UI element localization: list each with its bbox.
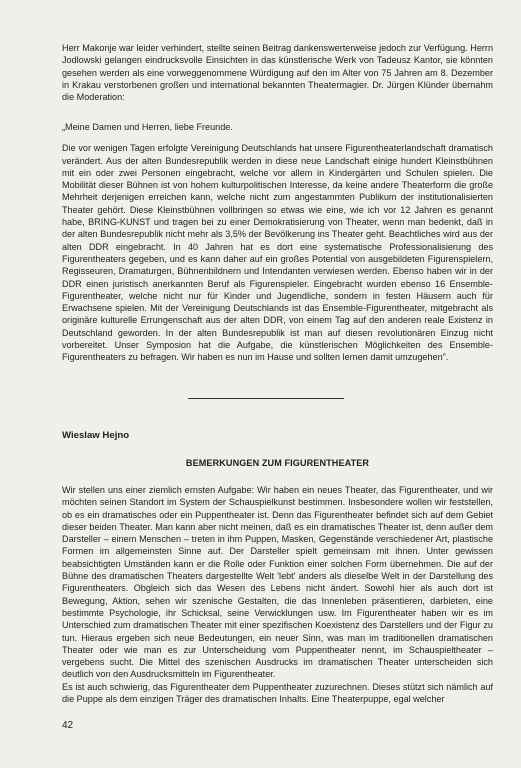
speech-greeting: „Meine Damen und Herren, liebe Freunde. (62, 122, 233, 132)
page-number: 42 (62, 720, 74, 731)
section-divider (188, 398, 344, 399)
moderator-speech (62, 121, 493, 373)
essay-paragraph-2: Es ist auch schwierig, das Figurentheater dem Puppentheater zuzurechnen. Dieses stützt sich nämlich auf die Puppe als dem einzigen Träger des dramatischen Inhalts. Eine Theaterpuppe, egal welcher (62, 681, 493, 705)
author-name: Wieslaw Hejno (62, 430, 130, 441)
essay-paragraph-1: Wir stellen uns einer ziemlich ernsten Aufgabe: Wir haben ein neues Theater, das Figurentheater, und wir möchten seinen Standort im System der Schauspielkunst bestimmen. Insbesondere wollen wir feststellen, ob es ein dramatisches oder ein Puppentheater ist. Denn das Figurentheater befindet sich auf dem Gebiet dieser beiden Theater. Man kann aber nicht meinen, daß es ein dramatisches Theater ist, denn außer dem Darsteller – einem Menschen – treten in ihm Puppen, Masken, Gegenstände verschiedener Art, plastische Formen im allgemeinsten Sinne auf. Der Darsteller spielt gemeinsam mit ihnen. Unter gewissen beabsichtigten Umständen kann er die Rolle oder Funktion einer solchen Form übernehmen. Die auf der Bühne des dramatischen Theaters dargestellte Welt 'lebt' anders als dieselbe Welt in der Darstellung des Figurentheaters. Obgleich sich das Wesen des Lebens nicht ändert. Sowohl hier als auch dort ist Bewegung, Aktion, sehen wir szenische Gestalten, die das Innenleben präsentieren, darbieten, eine bestimmte Psychologie, ihr Schicksal, seine Verwicklungen usw. Im Figurentheater haben wir es im Unterschied zum dramatischen Theater mit einer spezifischen Koexistenz des Darstellers und der Figur zu tun. Hieraus ergeben sich neue Bedeutungen, ein neuer Sinn, was man im traditionellen dramatischen Theater oder wie man es zur Unterscheidung vom Puppentheater nennt, im Schauspieltheater – vergebens sucht. Die Mittel des szenischen Ausdrucks im dramatischen Theater unterscheiden sich deutlich von den Ausdrucksmitteln im Figurentheater. (62, 485, 493, 680)
intro-paragraph: Herr Makonje war leider verhindert, stellte seinen Beitrag dankenswerterweise jedoch zur Verfügung. Herrn Jodlowski gelangen eindrucksvolle Einsichten in das künstlerische Werk von Tadeusz Kantor, sie könnten gesehen werden als eine vorweggenommene Würdigung auf den im Alter von 75 Jahren am 8. Dezember in Krakau verstorbenen großen und international bekannten Theatermagier. Dr. Jürgen Klünder übernahm die Moderation: (62, 43, 493, 103)
section-title: BEMERKUNGEN ZUM FIGURENTHEATER (185, 458, 370, 468)
speech-body: Die vor wenigen Tagen erfolgte Vereinigung Deutschlands hat unsere Figurentheaterlandschaft dramatisch verändert. Aus der alten Bundesrepublik werden in diese neue Landschaft einige hundert Kleinstbühnen mit ein oder zwei Personen eingebracht, welche vor allem in Kindergärten und Schulen spielen. Die Mobilität dieser Bühnen ist von hohem kulturpolitischen Interesse, da keine andere Theaterform die große Mehrheit derjenigen erreichen kann, welche nicht zum angestammten Publikum der institutionalisierten Theater gehört. Diese Kleinstbühnen vollbringen so etwas wie eine, wie ich vor 12 Jahren es genannt habe, BRING-KUNST und tragen bei zu einer Demokratisierung von Theater, wenn man bedenkt, daß in der alten Bundesrepublik nicht mehr als 3,5% der Bevölkerung ins Theater geht. Beachtliches wird aus der alten DDR eingebracht. In 40 Jahren hat es dort eine systematische Professionalisierung des Figurentheaters gegeben, und es kann daher auf ein großes Potential von ausgebildeten Figurenspielern, Regisseuren, Dramaturgen, Bühnenbildnern und Intendanten verwiesen werden. Ebenso haben wir in der DDR einen juristisch anerkannten Beruf als Figurenspieler. Eingebracht wurden ebenso 16 Ensemble-Figurentheater, welche nicht nur für Kinder und Jugendliche, sondern in festen Häusern auch für Erwachsene spielen. Mit der Vereinigung Deutschlands ist das Ensemble-Figurentheater, mitgebracht als originäre kulturelle Errungenschaft aus der alten DDR, von einem Tag auf den anderen reale Existenz in Deutschland geworden. In der alten Bundesrepublik ist man auf diesen revolutionären Einzug nicht vorbereitet. Unser Symposion hat die Aufgabe, die künstlerischen Möglichkeiten des Ensemble-Figurentheaters zu befragen. Wir haben es nun im Hause und sollten lernen damit umzugehen". (62, 143, 493, 363)
essay-body (62, 484, 493, 705)
